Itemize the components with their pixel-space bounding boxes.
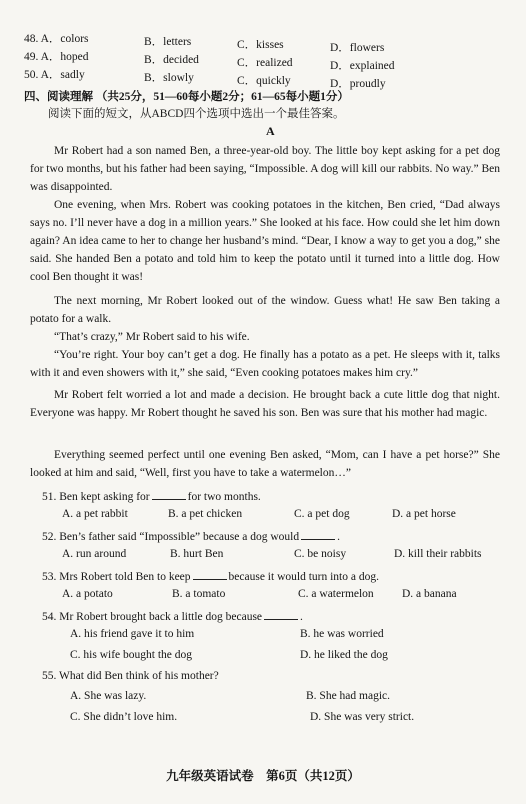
q53-option-c[interactable]: C. a watermelon	[298, 588, 374, 600]
q53-option-d[interactable]: D. a banana	[402, 588, 457, 600]
section-instruction: 阅读下面的短文，从ABCD四个选项中选出一个最佳答案。	[48, 108, 345, 120]
q52-option-b[interactable]: B. hurt Ben	[170, 548, 224, 560]
q54-option-c[interactable]: C. his wife bought the dog	[70, 649, 193, 661]
passage-letter: A	[266, 124, 275, 138]
q51-option-a[interactable]: A. a pet rabbit	[62, 508, 128, 520]
q53-option-a[interactable]: A. a potato	[62, 588, 113, 600]
section-heading: 四、阅读理解 （共25分，51—60每小题2分；61—65每小题1分）	[24, 91, 349, 103]
option-50a: 50. A．sadly	[24, 69, 85, 81]
option-49b: B．decided	[144, 54, 199, 66]
option-50b: B．slowly	[144, 72, 194, 84]
q54-option-a[interactable]: A. his friend gave it to him	[70, 628, 195, 640]
q52-option-a[interactable]: A. run around	[62, 548, 127, 560]
q55-option-c[interactable]: C. She didn’t love him.	[70, 711, 178, 723]
q54-option-b[interactable]: B. he was worried	[300, 628, 384, 640]
answer-blank	[264, 608, 298, 620]
option-48b: B．letters	[144, 36, 192, 48]
answer-blank	[301, 528, 335, 540]
q51-option-d[interactable]: D. a pet horse	[392, 508, 456, 520]
answer-blank	[152, 488, 186, 500]
passage-paragraph-6: Mr Robert felt worried a lot and made a decision. He brought back a cute little dog that night. Everyone was happy. Mr Robert thought he saved his son. Ben was sure that his mother had magic.	[30, 389, 500, 419]
q55-option-d[interactable]: D. She was very strict.	[310, 711, 415, 723]
option-48c: C．kisses	[237, 39, 284, 51]
option-48d: D．flowers	[330, 42, 385, 54]
answer-blank	[193, 568, 227, 580]
q51-option-c[interactable]: C. a pet dog	[294, 508, 350, 520]
passage-paragraph-7: Everything seemed perfect until one evening Ben asked, “Mom, can I have a pet horse?” She looked at him and said, “Well, first you have to take a watermelon…”	[30, 449, 500, 479]
question-52: 52. Ben’s father said “Impossible” because a dog would .	[42, 528, 340, 543]
q53-option-b[interactable]: B. a tomato	[172, 588, 226, 600]
q52-option-d[interactable]: D. kill their rabbits	[394, 548, 482, 560]
question-55: 55. What did Ben think of his mother?	[42, 670, 219, 682]
passage-paragraph-2: One evening, when Mrs. Robert was cooking potatoes in the kitchen, Ben cried, “Dad always says no. I’ll never have a dog in a million years.” She looked at his face. How could she let him down again? An idea came to her to change her husband’s mind. “Dear, I know a way to get you a dog,” she said. She handed Ben a potato and told him to keep the potato until it turned into a little dog. How cool Ben thought it was!	[30, 199, 500, 283]
q51-option-b[interactable]: B. a pet chicken	[168, 508, 243, 520]
q52-option-c[interactable]: C. be noisy	[294, 548, 347, 560]
option-50c: C．quickly	[237, 75, 291, 87]
passage-paragraph-4: “That’s crazy,” Mr Robert said to his wife.	[54, 331, 250, 343]
q55-option-b[interactable]: B. She had magic.	[306, 690, 390, 702]
question-53: 53. Mrs Robert told Ben to keep because it would turn into a dog.	[42, 568, 379, 583]
option-49d: D．explained	[330, 60, 395, 72]
passage-paragraph-5: “You’re right. Your boy can’t get a dog. He finally has a potato as a pet. He sleeps with it, talks with it and even showers with it,” she said, “Even cooking potatoes makes him cry.”	[30, 349, 500, 379]
option-49a: 49. A．hoped	[24, 51, 89, 63]
option-49c: C．realized	[237, 57, 293, 69]
q54-option-d[interactable]: D. he liked the dog	[300, 649, 388, 661]
option-50d: D．proudly	[330, 78, 386, 90]
page-footer: 九年级英语试卷 第6页（共12页）	[166, 769, 360, 783]
passage-paragraph-3: The next morning, Mr Robert looked out of the window. Guess what! He saw Ben taking a potato for a walk.	[30, 295, 500, 325]
q55-option-a[interactable]: A. She was lazy.	[70, 690, 147, 702]
option-48a: 48. A．colors	[24, 33, 89, 45]
question-51: 51. Ben kept asking for for two months.	[42, 488, 261, 503]
question-54: 54. Mr Robert brought back a little dog because .	[42, 608, 303, 623]
passage-paragraph-1: Mr Robert had a son named Ben, a three-year-old boy. The little boy kept asking for a pet dog for two months, but his father had been saying, “Impossible. A dog will kill our rabbits. No way.” Ben was disappointed.	[30, 145, 500, 193]
